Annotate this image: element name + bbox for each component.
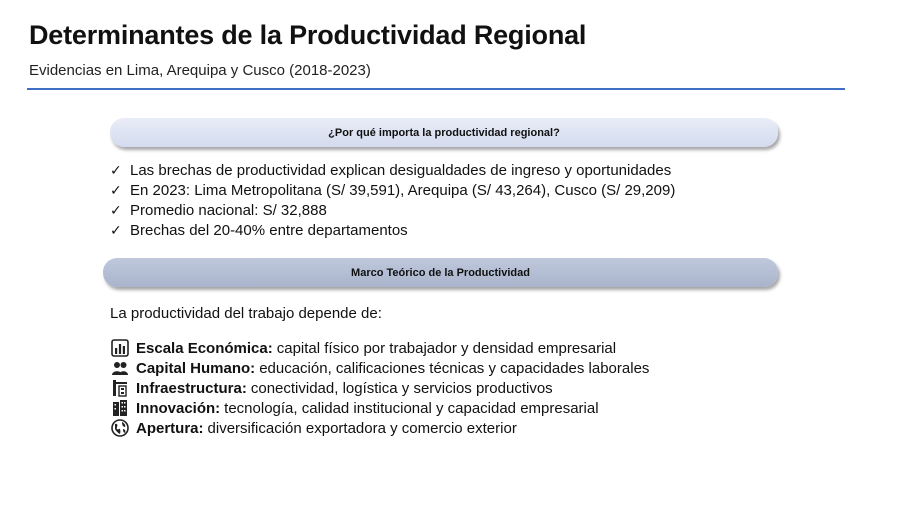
factor-desc: capital físico por trabajador y densidad empresarial — [276, 339, 617, 357]
checklist-item-text: Brechas del 20-40% entre departamentos — [130, 221, 408, 239]
factor-name: Escala Económica: — [136, 339, 273, 357]
factor-desc: conectividad, logística y servicios productivos — [250, 379, 553, 397]
globe-icon — [110, 419, 130, 437]
checklist-item — [110, 200, 675, 220]
checklist-item-text: Las brechas de productividad explican desigualdades de ingreso y oportunidades — [130, 161, 672, 179]
factor-item — [110, 338, 649, 358]
checklist-item-text: En 2023: Lima Metropolitana (S/ 39,591), Arequipa (S/ 43,264), Cusco (S/ 29,209) — [130, 181, 676, 199]
check-icon: ✓ — [110, 221, 122, 238]
checklist-item — [110, 160, 675, 180]
factor-item — [110, 378, 649, 398]
factor-item — [110, 418, 649, 438]
factor-desc: diversificación exportadora y comercio exterior — [207, 419, 517, 437]
factor-desc: tecnología, calidad institucional y capacidad empresarial — [224, 399, 599, 417]
section-banner-framework-label: Marco Teórico de la Productividad — [351, 266, 530, 279]
section-banner-why — [110, 118, 778, 147]
factor-list — [110, 338, 649, 438]
people-icon — [110, 359, 130, 377]
checklist-item — [110, 180, 675, 200]
title-divider — [27, 88, 845, 90]
infrastructure-icon — [110, 379, 130, 397]
factor-name: Infraestructura: — [136, 379, 247, 397]
factor-desc: educación, calificaciones técnicas y capacidades laborales — [259, 359, 650, 377]
why-checklist — [110, 160, 675, 240]
check-icon: ✓ — [110, 161, 122, 178]
building-icon — [110, 399, 130, 417]
framework-lead: La productividad del trabajo depende de: — [110, 305, 382, 322]
section-banner-framework — [103, 258, 778, 287]
factor-item — [110, 398, 649, 418]
factor-name: Apertura: — [136, 419, 204, 437]
factor-name: Capital Humano: — [136, 359, 256, 377]
factor-item — [110, 358, 649, 378]
checklist-item-text: Promedio nacional: S/ 32,888 — [130, 201, 327, 219]
section-banner-why-label: ¿Por qué importa la productividad regional? — [328, 126, 560, 139]
bar-chart-icon — [110, 339, 130, 357]
page-title: Determinantes de la Productividad Regional — [29, 20, 587, 50]
check-icon: ✓ — [110, 181, 122, 198]
checklist-item — [110, 220, 675, 240]
factor-name: Innovación: — [136, 399, 221, 417]
check-icon: ✓ — [110, 201, 122, 218]
page-subtitle: Evidencias en Lima, Arequipa y Cusco (2018-2023) — [29, 62, 371, 79]
